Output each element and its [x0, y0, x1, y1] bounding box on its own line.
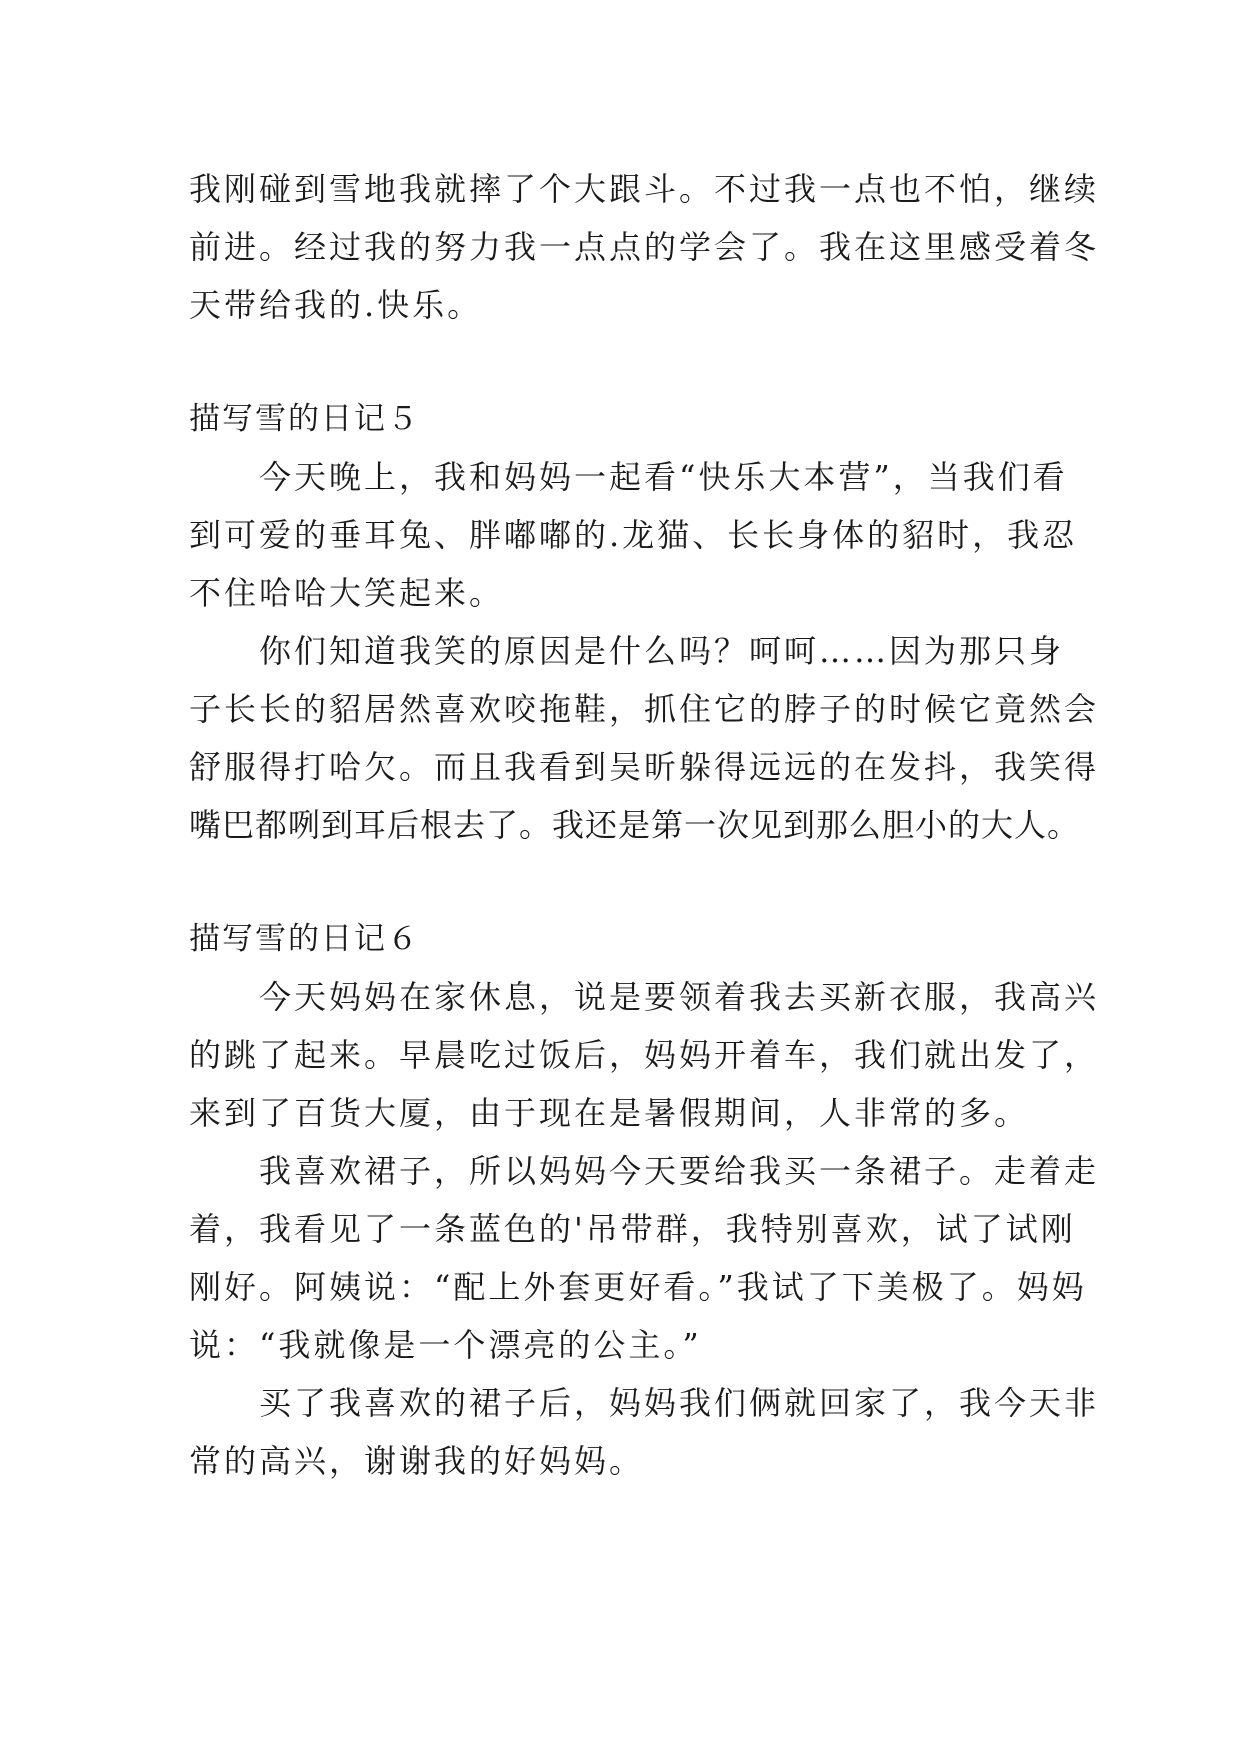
- section-spacer: [189, 854, 1069, 910]
- text-line: 买了我喜欢的裙子后，妈妈我们俩就回家了，我今天非: [259, 1384, 1100, 1422]
- section-title: 描写雪的日记５: [189, 401, 420, 437]
- text-line: 不住哈哈大笑起来。: [189, 574, 505, 612]
- text-line: 刚好。阿姨说：“配上外套更好看。”我试了下美极了。妈妈: [189, 1268, 1087, 1306]
- text-line: 天带给我的.快乐。: [189, 286, 483, 324]
- document-body: [189, 160, 1100, 1490]
- intro-paragraph: [189, 160, 1100, 334]
- text-line: 着，我看见了一条蓝色的'吊带群，我特别喜欢，试了试刚: [189, 1210, 1076, 1248]
- text-line: 的跳了起来。早晨吃过饭后，妈妈开着车，我们就出发了，: [189, 1036, 1100, 1074]
- text-line: 前进。经过我的努力我一点点的学会了。我在这里感受着冬: [189, 228, 1100, 266]
- text-line: 舒服得打哈欠。而且我看到吴昕躲得远远的在发抖，我笑得: [189, 748, 1100, 786]
- text-line: 我喜欢裙子，所以妈妈今天要给我买一条裙子。走着走: [259, 1152, 1100, 1190]
- text-line: 嘴巴都咧到耳后根去了。我还是第一次见到那么胆小的大人。: [189, 806, 1081, 844]
- paragraph: [189, 1374, 1100, 1490]
- text-line: 来到了百货大厦，由于现在是暑假期间，人非常的多。: [189, 1094, 1030, 1132]
- text-line: 你们知道我笑的原因是什么吗？呵呵……因为那只身: [259, 632, 1065, 670]
- text-line: 子长长的貂居然喜欢咬拖鞋，抓住它的脖子的时候它竟然会: [189, 690, 1100, 728]
- paragraph: [189, 968, 1100, 1142]
- text-line: 今天晚上，我和妈妈一起看“快乐大本营”，当我们看: [259, 458, 1068, 496]
- section-title: 描写雪的日记６: [189, 921, 420, 957]
- text-line: 到可爱的垂耳兔、胖嘟嘟的.龙猫、长长身体的貂时，我忍: [189, 516, 1078, 554]
- diary-section-5: [189, 390, 1100, 854]
- text-line: 常的高兴，谢谢我的好妈妈。: [189, 1442, 645, 1480]
- text-line: 我刚碰到雪地我就摔了个大跟斗。不过我一点也不怕，继续: [189, 170, 1100, 208]
- section-spacer: [189, 334, 1069, 390]
- paragraph: [189, 448, 1078, 622]
- paragraph: [189, 1142, 1100, 1374]
- paragraph: [189, 622, 1100, 854]
- text-line: 今天妈妈在家休息，说是要领着我去买新衣服，我高兴: [259, 978, 1100, 1016]
- diary-section-6: [189, 910, 1100, 1490]
- text-line: 说：“我就像是一个漂亮的公主。”: [189, 1326, 702, 1364]
